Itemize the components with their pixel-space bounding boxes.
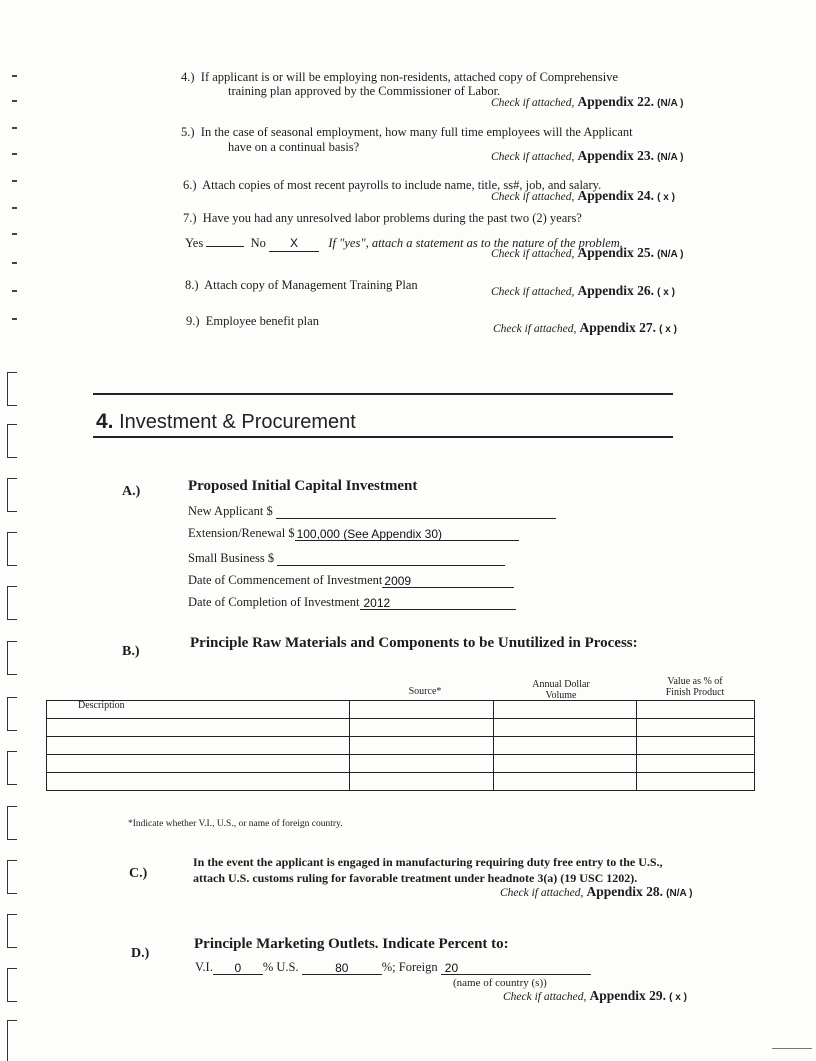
new-applicant-label: New Applicant $ [188,504,273,518]
question-5 [181,125,633,139]
check-label: Check if attached, [493,323,577,335]
binder-bracket [7,806,17,840]
section-number: 4. [96,410,114,433]
yes-label: Yes [185,236,204,250]
question-4 [181,70,618,84]
table-cell[interactable] [637,701,755,719]
no-field[interactable]: X [269,238,319,252]
table-cell[interactable] [350,701,494,719]
check-label: Check if attached, [500,887,584,899]
table-cell[interactable] [47,701,350,719]
appendix-22-check[interactable] [491,94,683,110]
table-cell[interactable] [494,701,637,719]
check-label: Check if attached, [503,991,587,1003]
check-mark: (N/A ) [657,152,684,163]
country-note: (name of country (s)) [453,977,547,989]
check-mark: (N/A ) [657,249,684,260]
appendix-23-check[interactable] [491,148,683,164]
table-cell[interactable] [637,719,755,737]
part-d-letter: D.) [131,946,150,961]
question-7 [183,211,582,225]
table-row [47,737,755,755]
table-cell[interactable] [494,773,637,791]
binder-bracket [7,532,17,566]
margin-tick [12,290,17,292]
table-cell[interactable] [637,737,755,755]
binder-bracket [7,751,17,785]
column-header-source: Source* [408,686,442,697]
table-cell[interactable] [494,755,637,773]
question-text-line2: have on a continual basis? [228,140,360,154]
check-label: Check if attached, [491,191,575,203]
appendix-label: Appendix 23. [577,148,655,163]
question-text: If applicant is or will be employing non-residents, attached copy of Comprehensive [200,70,619,84]
margin-tick [12,318,17,320]
marketing-outlets-row [195,960,591,975]
small-business-label: Small Business $ [188,551,275,565]
binder-bracket [7,372,17,406]
appendix-label: Appendix 26. [577,283,655,298]
table-cell[interactable] [47,719,350,737]
question-text: Attach copy of Management Training Plan [204,278,418,292]
table-cell[interactable] [350,737,494,755]
margin-tick [12,233,17,235]
table-cell[interactable] [47,737,350,755]
check-mark: ( x ) [669,992,687,1003]
part-b-letter: B.) [122,644,140,659]
vi-percent-field[interactable]: 0 [213,962,263,975]
question-number: 5.) [181,125,195,139]
binder-bracket [7,914,17,948]
table-cell[interactable] [494,719,637,737]
yes-note: If "yes", attach a statement as to the nature of the problem. [328,236,623,250]
question-number: 7.) [183,211,197,225]
part-a-title: Proposed Initial Capital Investment [188,478,418,494]
binder-bracket [7,968,17,1002]
table-cell[interactable] [350,755,494,773]
vi-label: V.I. [195,960,213,974]
binder-bracket [7,478,17,512]
appendix-label: Appendix 27. [579,320,657,335]
appendix-28-check[interactable] [500,884,692,900]
appendix-26-check[interactable] [491,283,675,299]
check-label: Check if attached, [491,97,575,109]
question-number: 9.) [186,314,200,328]
table-cell[interactable] [47,773,350,791]
new-applicant-field[interactable] [276,506,556,519]
check-mark: ( x ) [657,287,675,298]
question-number: 8.) [185,278,199,292]
part-c-line1: In the event the applicant is engaged in manufacturing requiring duty free entry to the U.S., [193,855,663,869]
no-label: No [250,236,266,250]
appendix-25-check[interactable] [491,245,683,261]
section-title: Investment & Procurement [119,411,356,433]
margin-tick [12,75,17,77]
column-header-description: Description [78,700,125,711]
margin-tick [12,153,17,155]
table-row [47,773,755,791]
extension-field[interactable]: 100,000 (See Appendix 30) [295,528,519,541]
binder-bracket [7,641,17,675]
commencement-field[interactable]: 2009 [382,575,514,588]
completion-label: Date of Completion of Investment [188,595,360,609]
table-cell[interactable] [350,719,494,737]
table-cell[interactable] [494,737,637,755]
commencement-label: Date of Commencement of Investment [188,573,383,587]
binder-bracket [7,697,17,731]
question-text: Employee benefit plan [205,314,319,328]
foreign-percent-field[interactable]: 20 [441,962,591,975]
part-b-title: Principle Raw Materials and Components to be Unutilized in Process: [190,635,638,651]
margin-tick [12,127,17,129]
yes-field[interactable] [206,236,244,247]
part-d-title: Principle Marketing Outlets. Indicate Percent to: [194,936,509,952]
binder-bracket [7,860,17,894]
section-heading [96,410,356,434]
appendix-label: Appendix 22. [577,94,655,109]
check-label: Check if attached, [491,286,575,298]
foreign-label: %; Foreign [381,960,438,974]
raw-materials-table [46,700,755,791]
question-text-line2: training plan approved by the Commissioner of Labor. [228,84,501,98]
completion-row [188,595,516,610]
margin-tick [12,262,17,264]
column-header-annual-dollar-volume: Annual Dollar Volume [532,679,590,701]
table-cell[interactable] [637,755,755,773]
small-business-row [188,551,505,566]
appendix-label: Appendix 28. [586,884,664,899]
table-row [47,701,755,719]
table-cell[interactable] [47,755,350,773]
check-label: Check if attached, [491,151,575,163]
binder-bracket [7,424,17,458]
question-text: In the case of seasonal employment, how many full time employees will the Applicant [200,125,633,139]
appendix-label: Appendix 24. [577,188,655,203]
appendix-29-check[interactable] [503,988,687,1004]
check-label: Check if attached, [491,248,575,260]
page-edge-mark [772,1048,812,1049]
completion-field[interactable]: 2012 [360,597,516,610]
extension-row [188,526,519,541]
question-number: 4.) [181,70,195,84]
margin-tick [12,180,17,182]
question-9 [186,314,319,328]
margin-tick [12,207,17,209]
check-mark: ( x ) [659,324,677,335]
check-mark: (N/A ) [666,888,693,899]
column-header-value-percent: Value as % of Finish Product [665,676,725,698]
table-cell[interactable] [637,773,755,791]
table-cell[interactable] [350,773,494,791]
appendix-24-check[interactable] [491,188,675,204]
small-business-field[interactable] [277,553,505,566]
section-rule-top [93,393,673,395]
commencement-row [188,573,514,588]
us-label: % U.S. [262,960,299,974]
question-text: Attach copies of most recent payrolls to include name, title, ss#, job, and salary. [202,178,602,192]
margin-tick [12,100,17,102]
part-c-letter: C.) [129,866,148,881]
part-c-line2: attach U.S. customs ruling for favorable treatment under headnote 3(a) (19 USC 1202). [193,871,638,885]
appendix-label: Appendix 25. [577,245,655,260]
check-mark: (N/A ) [657,98,684,109]
table-row [47,719,755,737]
section-rule-bottom [93,436,673,438]
us-percent-field[interactable]: 80 [302,962,382,975]
question-8 [185,278,418,292]
question-number: 6.) [183,178,197,192]
new-applicant-row [188,504,556,519]
part-a-letter: A.) [122,484,141,499]
appendix-27-check[interactable] [493,320,677,336]
binder-bracket [7,586,17,620]
appendix-label: Appendix 29. [589,988,667,1003]
table-footnote: *Indicate whether V.I., U.S., or name of foreign country. [128,819,343,829]
check-mark: ( x ) [657,192,675,203]
extension-label: Extension/Renewal $ [188,526,295,540]
question-text: Have you had any unresolved labor problems during the past two (2) years? [202,211,582,225]
table-row [47,755,755,773]
